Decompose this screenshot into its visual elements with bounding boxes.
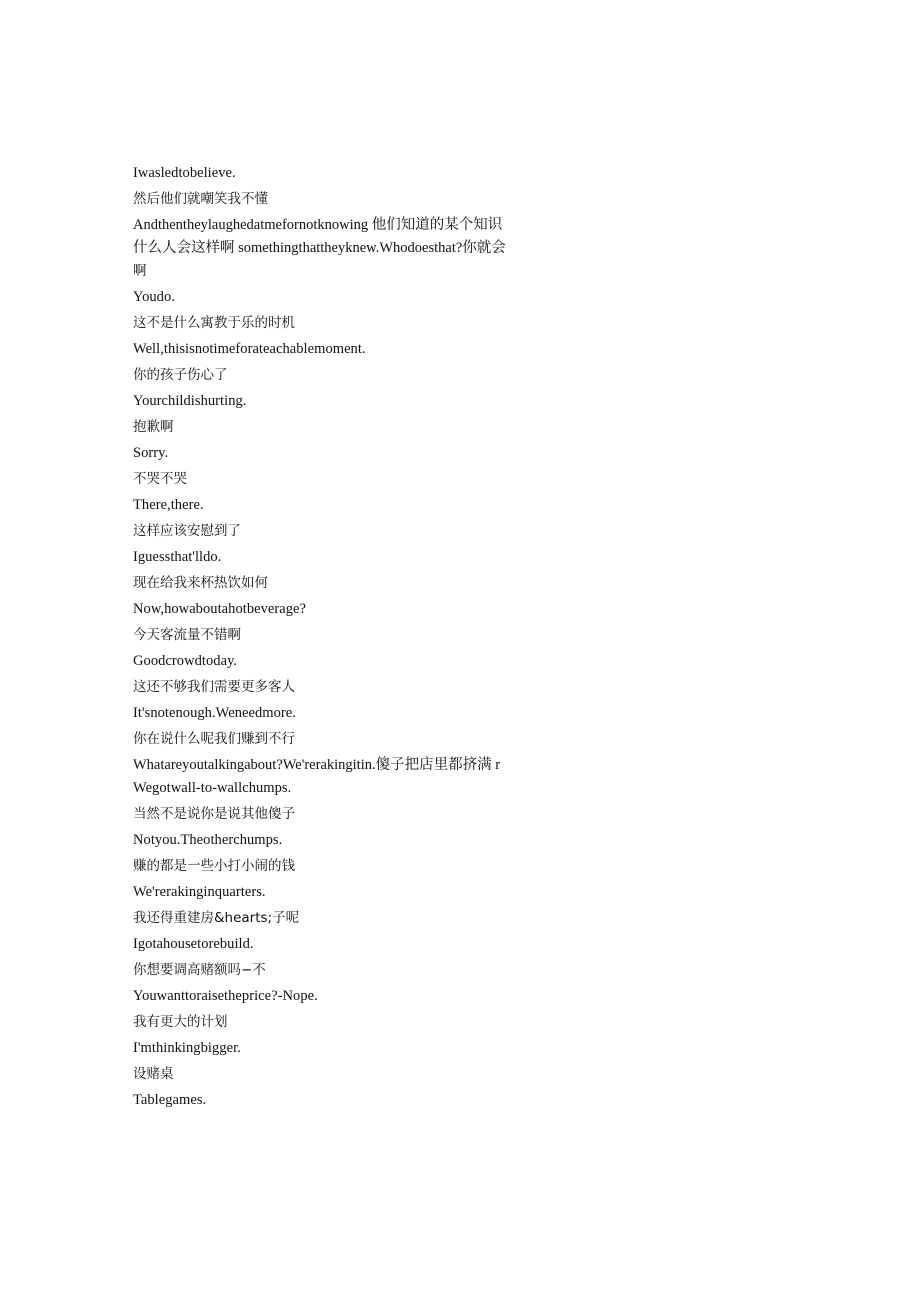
text-line: Goodcrowdtoday. (133, 653, 238, 669)
text-line: 你的孩子伤心了 (133, 367, 228, 383)
text-line: 这不是什么寓教于乐的时机 (133, 315, 295, 331)
text-line: I'mthinkingbigger. (133, 1040, 241, 1056)
text-line: Youdo. (133, 289, 175, 305)
text-line: Whatareyoutalkingabout?We'rerakingitin.傻子把店里都挤满 r (133, 757, 501, 773)
text-line: Iguessthat'lldo. (133, 549, 222, 565)
text-line: Iwasledtobelieve. (133, 165, 236, 181)
text-line: 你想要调高赌额吗−不 (133, 962, 266, 978)
subtitle-transcript (133, 162, 553, 1115)
text-line: 不哭不哭 (133, 471, 187, 487)
text-line: 什么人会这样啊 somethingthattheyknew.Whodoesthat?你就会 (133, 240, 506, 256)
text-line: 设赌桌 (133, 1066, 174, 1082)
text-line: It'snotenough.Weneedmore. (133, 705, 296, 721)
text-line: There,there. (133, 497, 204, 513)
text-line: Well,thisisnotimeforateachablemoment. (133, 341, 366, 357)
text-line: Youwanttoraisetheprice?-Nope. (133, 988, 318, 1004)
text-line: Tablegames. (133, 1092, 207, 1108)
text-line: 抱歉啊 (133, 419, 174, 435)
text-line: 赚的都是一些小打小闹的钱 (133, 858, 295, 874)
text-line: Sorry. (133, 445, 169, 461)
text-line: 啊 (133, 263, 147, 279)
text-line: 现在给我来杯热饮如何 (133, 575, 268, 591)
text-line: Igotahousetorebuild. (133, 936, 254, 952)
text-line: Now,howaboutahotbeverage? (133, 601, 307, 617)
text-line: Notyou.Theotherchumps. (133, 832, 283, 848)
text-line: 然后他们就嘲笑我不懂 (133, 191, 268, 207)
text-line: 这还不够我们需要更多客人 (133, 679, 295, 695)
text-line: 今天客流量不错啊 (133, 627, 241, 643)
text-line: 我有更大的计划 (133, 1014, 228, 1030)
text-line: 你在说什么呢我们赚到不行 (133, 731, 295, 747)
text-line: 当然不是说你是说其他傻子 (133, 806, 295, 822)
text-line: 这样应该安慰到了 (133, 523, 241, 539)
text-line: We'rerakinginquarters. (133, 884, 266, 900)
text-line: Yourchildishurting. (133, 393, 247, 409)
text-line: 我还得重建房&hearts;子呢 (133, 910, 300, 926)
text-line: Andthentheylaughedatmefornotknowing 他们知道的某个知识 (133, 217, 503, 233)
text-line: Wegotwall-to-wallchumps. (133, 780, 292, 796)
